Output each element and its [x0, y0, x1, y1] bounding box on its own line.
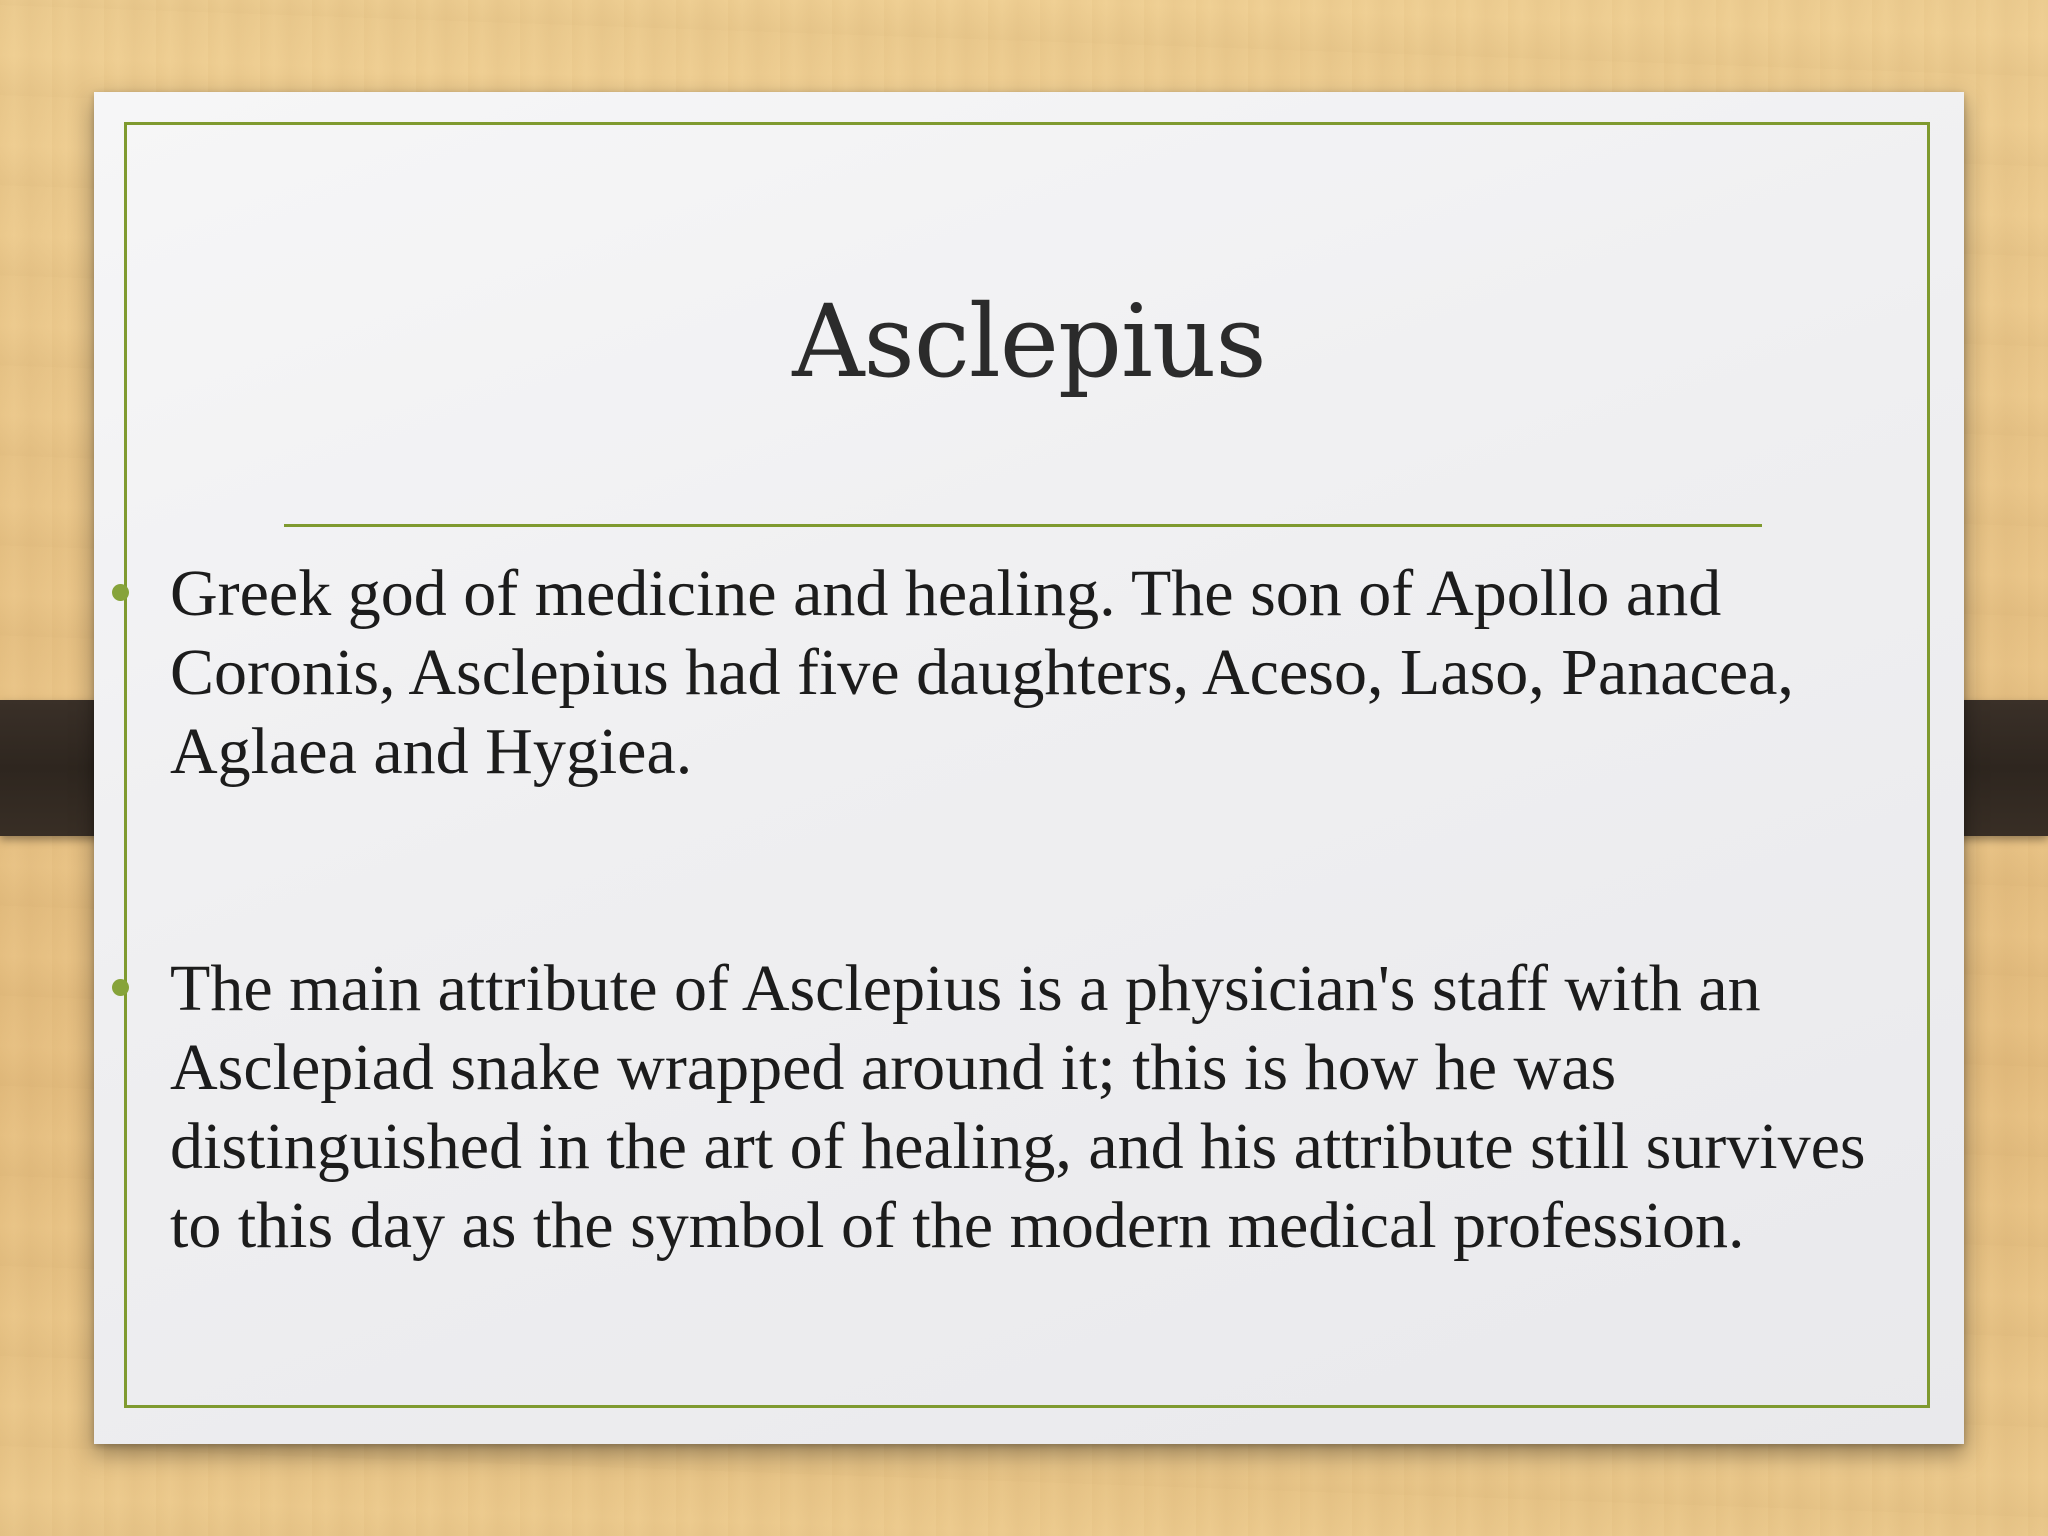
bullet-text: Greek god of medicine and healing. The son of Apollo and Coronis, Asclepius had five daughters, Aceso, Laso, Panacea, Aglaea and Hygiea.	[170, 557, 1794, 788]
slide-title: Asclepius	[792, 283, 1266, 400]
bullet-text: The main attribute of Asclepius is a physician's staff with an Asclepiad snake wrapped around it; this is how he was distinguished in the art of healing, and his attribute still survives to this day as the symbol of the modern medical profession.	[170, 952, 1866, 1262]
slide-paper	[94, 92, 1964, 1444]
title-divider	[284, 524, 1762, 527]
bullet-dot-icon	[112, 584, 129, 601]
bullet-dot-icon	[112, 979, 129, 996]
bullet-list	[94, 554, 1964, 1265]
bullet-item	[94, 949, 1890, 1265]
bullet-item	[94, 554, 1890, 791]
